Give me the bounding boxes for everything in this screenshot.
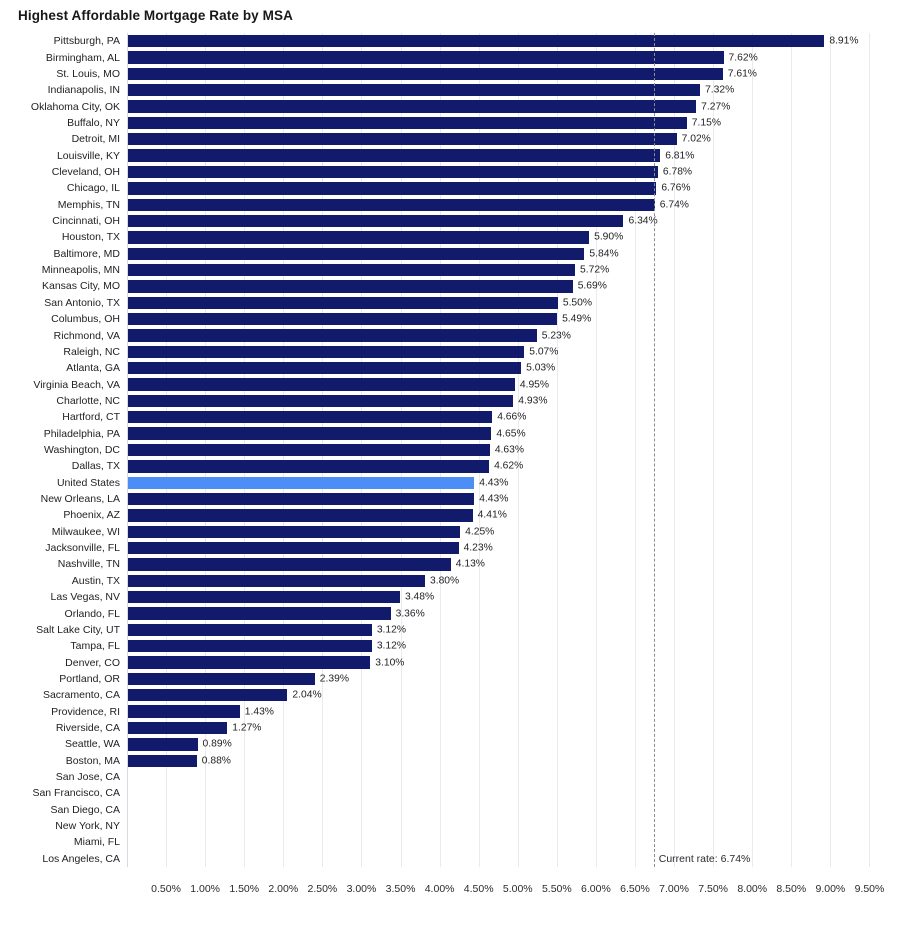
category-label: Las Vegas, NV <box>50 591 120 604</box>
bar-row[interactable] <box>64 736 889 752</box>
bar[interactable] <box>128 149 660 161</box>
category-label: Nashville, TN <box>57 558 120 571</box>
bar[interactable] <box>128 378 515 390</box>
bar-value-label: 5.72% <box>580 264 610 276</box>
category-label: Los Angeles, CA <box>42 852 120 865</box>
category-label: Salt Lake City, UT <box>36 623 120 636</box>
bar-value-label: 6.74% <box>659 199 689 211</box>
bar-value-label: 4.62% <box>494 460 524 472</box>
bar-row[interactable] <box>56 393 889 409</box>
bar-row[interactable] <box>42 278 889 294</box>
category-label: Riverside, CA <box>55 721 120 734</box>
bar-row[interactable] <box>42 851 889 867</box>
category-label: Cincinnati, OH <box>52 215 120 228</box>
bar-row[interactable] <box>53 33 889 49</box>
bar-value-label: 4.41% <box>477 509 507 521</box>
bar[interactable] <box>128 689 287 701</box>
category-label: Boston, MA <box>65 754 120 767</box>
bar-row[interactable] <box>62 409 889 425</box>
x-tick-label: 7.00% <box>659 883 689 895</box>
category-label: Virginia Beach, VA <box>33 378 120 391</box>
x-tick-label: 3.00% <box>346 883 377 895</box>
bar-value-label: 5.90% <box>594 231 624 243</box>
bar-row[interactable] <box>43 425 889 441</box>
category-label: Oklahoma City, OK <box>30 100 120 113</box>
bar[interactable] <box>128 640 372 652</box>
bar[interactable] <box>128 117 687 129</box>
category-label: Baltimore, MD <box>53 247 120 260</box>
bar-value-label: 5.69% <box>577 280 607 292</box>
category-label: Austin, TX <box>71 574 120 587</box>
bar-value-label: 7.61% <box>727 68 757 80</box>
bar-row[interactable] <box>45 49 889 65</box>
bar[interactable] <box>128 460 489 472</box>
x-tick-label: 9.50% <box>854 883 885 895</box>
bar[interactable] <box>128 362 521 374</box>
category-label: Minneapolis, MN <box>41 264 120 277</box>
x-tick-label: 9.00% <box>815 883 846 895</box>
bar-row[interactable] <box>70 638 889 654</box>
bar-row[interactable] <box>55 769 889 785</box>
bar-value-label: 3.80% <box>429 575 460 587</box>
bar[interactable] <box>128 297 558 309</box>
bar[interactable] <box>128 215 623 227</box>
x-tick-label: 2.00% <box>268 883 299 895</box>
bar-value-label: 7.32% <box>705 84 735 96</box>
bar-value-label: 6.34% <box>628 215 658 227</box>
category-label: Indianapolis, IN <box>47 84 120 97</box>
bar-row[interactable] <box>56 475 889 491</box>
bar-value-label: 3.36% <box>395 608 425 620</box>
bar[interactable] <box>128 509 473 521</box>
bar[interactable] <box>128 542 459 554</box>
bar-row[interactable] <box>41 262 889 278</box>
bar-row[interactable] <box>56 147 889 163</box>
bar-value-label: 3.12% <box>376 624 407 636</box>
bar-value-label: 0.88% <box>201 755 231 767</box>
bar-row[interactable] <box>71 131 889 147</box>
bar-value-label: 4.66% <box>497 411 527 423</box>
bar-value-label: 6.78% <box>662 166 693 178</box>
bar-row[interactable] <box>51 703 889 719</box>
bar-row[interactable] <box>66 180 889 196</box>
x-tick-label: 6.00% <box>581 883 611 895</box>
bar[interactable] <box>128 624 372 636</box>
bar-row[interactable] <box>65 654 889 670</box>
category-label: Columbus, OH <box>51 313 120 326</box>
bar[interactable] <box>128 705 240 717</box>
bar-row[interactable] <box>51 524 889 540</box>
bar-row[interactable] <box>53 327 889 343</box>
bar-value-label: 5.49% <box>562 313 592 325</box>
category-label: Charlotte, NC <box>56 394 120 407</box>
category-label: Orlando, FL <box>64 607 120 620</box>
bar-row[interactable] <box>51 311 889 327</box>
bar-row[interactable] <box>55 818 889 834</box>
category-label: Phoenix, AZ <box>63 509 120 522</box>
bar-row[interactable] <box>55 720 889 736</box>
category-label: New Orleans, LA <box>40 493 120 506</box>
bar-row[interactable] <box>63 507 889 523</box>
x-tick-label: 4.00% <box>424 883 455 895</box>
bar-value-label: 7.15% <box>691 117 721 129</box>
bar[interactable] <box>128 591 400 603</box>
current-rate-label: Current rate: 6.74% <box>658 853 751 865</box>
bar-row[interactable] <box>66 360 889 376</box>
category-label: Providence, RI <box>51 705 120 718</box>
category-label: Houston, TX <box>61 231 120 244</box>
bar-row[interactable] <box>64 605 889 621</box>
bar[interactable] <box>128 526 460 538</box>
bar-value-label: 6.76% <box>661 182 691 194</box>
bar-value-label: 7.27% <box>701 101 731 113</box>
bar-value-label: 5.23% <box>541 330 571 342</box>
category-label: United States <box>56 476 120 489</box>
bar[interactable] <box>128 182 656 194</box>
category-label: Buffalo, NY <box>67 116 120 129</box>
bar-value-label: 0.89% <box>202 738 232 750</box>
current-rate-line <box>654 33 655 867</box>
bar-value-label: 1.27% <box>232 722 262 734</box>
bar-value-label: 7.02% <box>681 133 711 145</box>
bar-row[interactable] <box>65 753 889 769</box>
category-label: Milwaukee, WI <box>51 525 120 538</box>
category-label: San Antonio, TX <box>44 296 120 309</box>
bar-row[interactable] <box>71 458 889 474</box>
bar-value-label: 4.23% <box>463 542 493 554</box>
bar-value-label: 8.91% <box>829 35 859 47</box>
bar-row[interactable] <box>57 556 889 572</box>
category-label: Miami, FL <box>73 836 120 849</box>
bar[interactable] <box>128 84 700 96</box>
bar-row[interactable] <box>43 442 889 458</box>
x-tick-label: 6.50% <box>620 883 650 895</box>
bar-value-label: 4.95% <box>519 379 550 391</box>
bar-value-label: 4.43% <box>479 477 509 489</box>
bar[interactable] <box>128 346 524 358</box>
bar[interactable] <box>128 427 491 439</box>
category-label: San Jose, CA <box>55 771 120 784</box>
category-label: St. Louis, MO <box>56 67 120 80</box>
bar[interactable] <box>128 656 370 668</box>
bar-row[interactable] <box>59 671 889 687</box>
bar[interactable] <box>128 722 227 734</box>
bar[interactable] <box>128 166 658 178</box>
bar-value-label: 2.39% <box>319 673 349 685</box>
bar-value-label: 4.43% <box>479 493 509 505</box>
bar[interactable] <box>128 477 474 489</box>
bar-value-label: 1.43% <box>244 706 274 718</box>
bar-value-label: 3.12% <box>376 640 407 652</box>
bar-row[interactable] <box>53 246 889 262</box>
category-label: Memphis, TN <box>57 198 120 211</box>
x-tick-label: 1.00% <box>190 883 221 895</box>
category-label: Detroit, MI <box>71 133 120 146</box>
category-label: Birmingham, AL <box>45 51 120 64</box>
bar-value-label: 4.93% <box>518 395 548 407</box>
bar-row[interactable] <box>71 573 889 589</box>
bar-row[interactable] <box>44 295 889 311</box>
bar[interactable] <box>128 248 584 260</box>
bar[interactable] <box>128 444 490 456</box>
category-label: Seattle, WA <box>64 738 120 751</box>
bar[interactable] <box>128 329 537 341</box>
category-label: Pittsburgh, PA <box>53 35 120 48</box>
category-label: Raleigh, NC <box>63 345 120 358</box>
page-title: Highest Affordable Mortgage Rate by MSA <box>18 8 293 23</box>
bar-row[interactable] <box>57 197 889 213</box>
bar[interactable] <box>128 133 677 145</box>
bar-row[interactable] <box>50 589 889 605</box>
x-tick-label: 2.50% <box>307 883 338 895</box>
bar-value-label: 3.48% <box>404 591 435 603</box>
bar-value-label: 4.63% <box>494 444 525 456</box>
bar-value-label: 6.81% <box>665 150 695 162</box>
bar[interactable] <box>128 411 492 423</box>
x-tick-label: 5.00% <box>502 883 533 895</box>
x-tick-label: 8.00% <box>737 883 768 895</box>
bar[interactable] <box>128 280 573 292</box>
bar-row[interactable] <box>52 213 889 229</box>
bar[interactable] <box>128 673 315 685</box>
x-tick-label: 5.50% <box>541 883 572 895</box>
bar[interactable] <box>128 575 425 587</box>
bar-row[interactable] <box>56 66 889 82</box>
bar-row[interactable] <box>33 376 889 392</box>
bar[interactable] <box>128 100 696 112</box>
x-tick-label: 1.50% <box>229 883 260 895</box>
category-label: Louisville, KY <box>56 149 120 162</box>
bar[interactable] <box>128 313 557 325</box>
bar-row[interactable] <box>67 115 889 131</box>
category-label: Philadelphia, PA <box>43 427 120 440</box>
bar-row[interactable] <box>36 622 889 638</box>
bar-value-label: 5.50% <box>562 297 593 309</box>
bar-value-label: 7.62% <box>728 52 758 64</box>
bar-value-label: 4.65% <box>496 428 526 440</box>
bar-rows <box>30 33 889 867</box>
bar-row[interactable] <box>50 802 889 818</box>
bar[interactable] <box>128 755 197 767</box>
bar-value-label: 5.84% <box>589 248 619 260</box>
bar-row[interactable] <box>45 540 889 556</box>
bar[interactable] <box>128 264 575 276</box>
x-tick-label: 8.50% <box>776 883 807 895</box>
bar[interactable] <box>128 607 391 619</box>
bar-value-label: 3.10% <box>375 657 405 669</box>
category-label: New York, NY <box>55 820 120 833</box>
bar-row[interactable] <box>63 344 889 360</box>
category-label: Jacksonville, FL <box>45 542 120 555</box>
bar[interactable] <box>128 558 451 570</box>
category-label: Richmond, VA <box>53 329 120 342</box>
bar[interactable] <box>128 199 655 211</box>
category-label: Chicago, IL <box>66 182 120 195</box>
bar-row[interactable] <box>30 98 889 114</box>
x-tick-label: 3.50% <box>385 883 416 895</box>
bar[interactable] <box>128 231 589 243</box>
category-label: Sacramento, CA <box>42 689 120 702</box>
plot-area <box>30 33 889 901</box>
category-label: Kansas City, MO <box>42 280 120 293</box>
bar[interactable] <box>128 68 723 80</box>
category-label: Hartford, CT <box>62 411 120 424</box>
bar-row[interactable] <box>42 687 889 703</box>
bar-row[interactable] <box>47 82 889 98</box>
category-label: Cleveland, OH <box>51 165 120 178</box>
category-label: Atlanta, GA <box>66 362 120 375</box>
bar-value-label: 5.03% <box>526 362 556 374</box>
bar[interactable] <box>128 395 513 407</box>
bar-value-label: 4.25% <box>465 526 495 538</box>
bar-row[interactable] <box>73 834 889 850</box>
category-label: Dallas, TX <box>71 460 120 473</box>
bar-value-label: 2.04% <box>292 689 322 701</box>
bar[interactable] <box>128 51 724 63</box>
bar-row[interactable] <box>40 491 889 507</box>
bar-row[interactable] <box>61 229 889 245</box>
category-label: Tampa, FL <box>70 640 120 653</box>
x-tick-label: 4.50% <box>463 883 494 895</box>
bar[interactable] <box>128 738 198 750</box>
x-tick-label: 0.50% <box>151 883 181 895</box>
bar-value-label: 5.07% <box>529 346 559 358</box>
bar-value-label: 4.13% <box>455 558 485 570</box>
category-label: San Francisco, CA <box>32 787 120 800</box>
bar-row[interactable] <box>32 785 889 801</box>
category-label: Denver, CO <box>65 656 120 669</box>
category-label: San Diego, CA <box>50 803 120 816</box>
category-label: Portland, OR <box>59 672 120 685</box>
bar-row[interactable] <box>51 164 889 180</box>
category-label: Washington, DC <box>43 443 120 456</box>
x-tick-label: 7.50% <box>698 883 729 895</box>
bar[interactable] <box>128 35 824 47</box>
bar[interactable] <box>128 493 474 505</box>
